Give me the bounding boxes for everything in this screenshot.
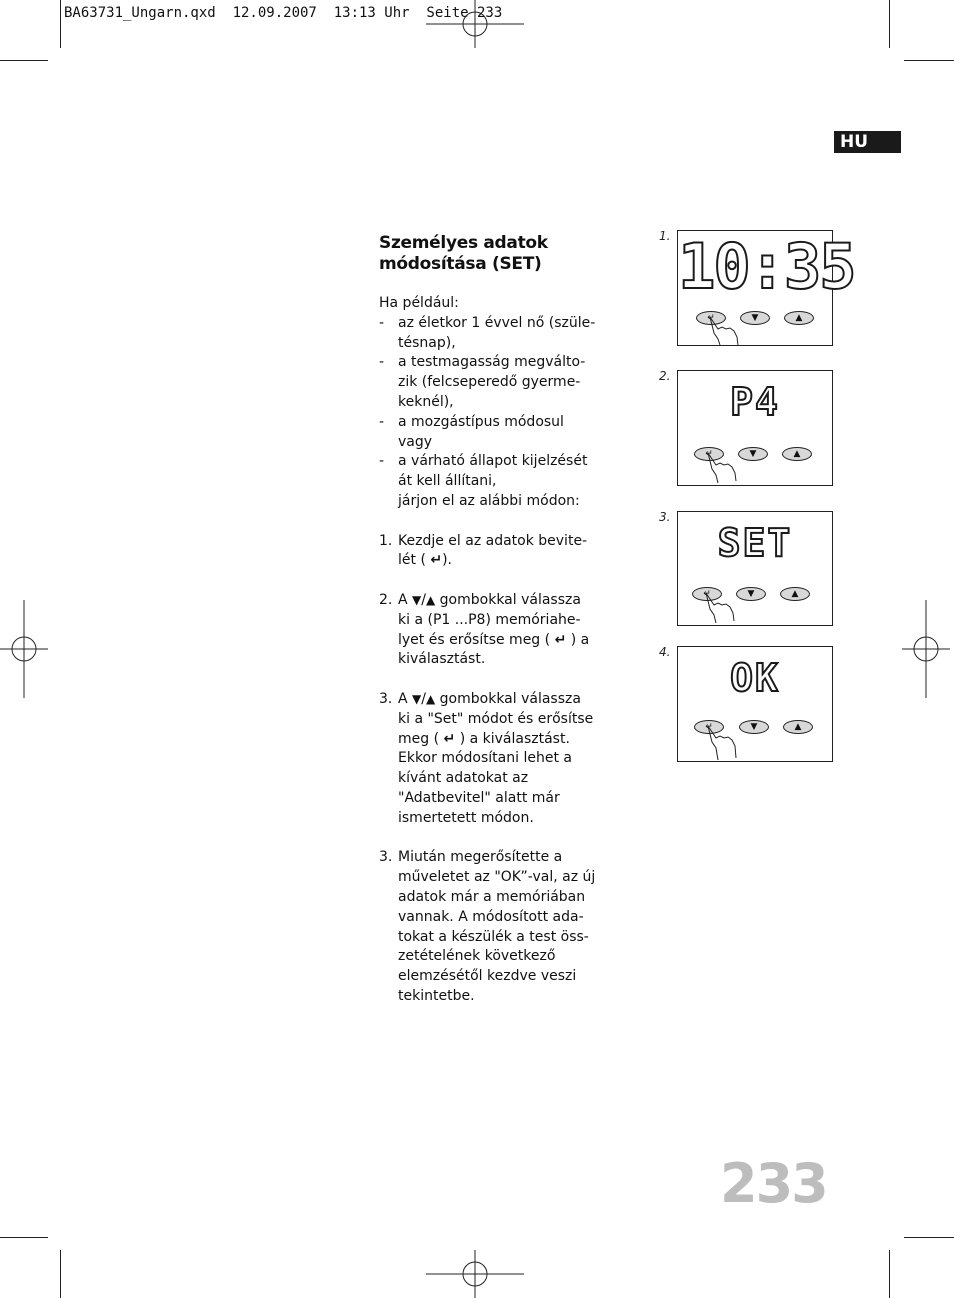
down-arrow-icon: ▼ bbox=[747, 589, 755, 599]
list-item-continued: keknél), bbox=[398, 393, 454, 410]
up-button[interactable] bbox=[782, 447, 812, 461]
step-2-continued: lyet és erősítse meg ( ↵ ) a bbox=[379, 631, 604, 651]
step-4-continued: műveletet az "OK”-val, az új bbox=[398, 869, 596, 886]
list-item-continued: át kell állítani, bbox=[398, 473, 497, 490]
pointing-hand-icon bbox=[700, 591, 740, 625]
display-panel bbox=[677, 646, 833, 762]
up-arrow-icon: ▲ bbox=[425, 592, 436, 607]
up-button[interactable] bbox=[784, 311, 814, 325]
enter-icon: ↵ bbox=[554, 631, 567, 648]
registration-mark-bottom bbox=[426, 1250, 524, 1298]
display-panel bbox=[677, 230, 855, 346]
list-item: - a várható állapot kijelzését bbox=[379, 453, 588, 470]
panel-number: 4. bbox=[659, 645, 671, 659]
step-3-continued: Ekkor módosítani lehet a bbox=[398, 750, 572, 767]
down-button[interactable] bbox=[738, 447, 768, 461]
enter-icon: ↵ bbox=[707, 313, 715, 323]
registration-mark-left bbox=[0, 600, 48, 698]
enter-icon: ↵ bbox=[705, 449, 713, 459]
lcd-display: OK bbox=[730, 656, 780, 700]
step-3-continued: ismertetett módon. bbox=[398, 809, 534, 826]
display-panel bbox=[677, 511, 833, 626]
up-arrow-icon: ▲ bbox=[791, 589, 799, 599]
up-arrow-icon: ▲ bbox=[793, 449, 801, 459]
page-number: 233 bbox=[720, 1152, 827, 1215]
list-item: - a mozgástípus módosul bbox=[379, 413, 564, 430]
list-item-continued: vagy bbox=[398, 433, 433, 450]
down-button[interactable] bbox=[740, 311, 770, 325]
step-4-continued: vannak. A módosított ada- bbox=[398, 908, 584, 925]
down-arrow-icon: ▼ bbox=[412, 592, 422, 607]
up-button[interactable] bbox=[780, 587, 810, 601]
crop-mark bbox=[904, 1237, 954, 1238]
step-1: 1. Kezdje el az adatok bevite- bbox=[379, 532, 588, 549]
step-4-continued: tokat a készülék a test öss- bbox=[398, 928, 589, 945]
button-row bbox=[678, 311, 832, 351]
panel-number: 1. bbox=[659, 229, 671, 243]
lcd-display: SET bbox=[717, 521, 793, 565]
section-title bbox=[379, 233, 609, 275]
up-arrow-icon: ▲ bbox=[795, 313, 803, 323]
step-3-continued: kívánt adatokat az bbox=[398, 770, 529, 787]
enter-icon: ↵ bbox=[443, 730, 456, 747]
down-button[interactable] bbox=[739, 720, 769, 734]
crop-mark bbox=[60, 0, 61, 48]
pointing-hand-icon bbox=[702, 451, 742, 485]
step-1-continued: lét ( ↵). bbox=[379, 551, 604, 571]
registration-mark-right bbox=[902, 600, 950, 698]
intro-text: Ha például: bbox=[379, 295, 459, 311]
enter-icon: ↵ bbox=[430, 552, 443, 569]
step-3-continued: "Adatbevitel" alatt már bbox=[398, 789, 560, 806]
crop-mark bbox=[0, 60, 48, 61]
enter-icon: ↵ bbox=[703, 589, 711, 599]
lcd-display: 10:35 bbox=[678, 230, 855, 303]
step-4-continued: zetételének következő bbox=[398, 948, 556, 965]
language-tab: HU bbox=[834, 131, 901, 153]
crop-mark bbox=[904, 60, 954, 61]
step-4-continued: elemzésétől kezdve veszi bbox=[398, 968, 577, 985]
step-2-continued: ki a (P1 ...P8) memóriahe- bbox=[398, 611, 581, 628]
enter-icon: ↵ bbox=[705, 722, 713, 732]
step-4: 3. Miután megerősítette a bbox=[379, 849, 563, 866]
down-arrow-icon: ▼ bbox=[750, 722, 758, 732]
step-2: 2. A ▼/▲ gombokkal válassza bbox=[379, 591, 581, 608]
up-arrow-icon: ▲ bbox=[794, 722, 802, 732]
step-4-continued: adatok már a memóriában bbox=[398, 888, 586, 905]
section-title-line: Személyes adatok bbox=[379, 233, 548, 253]
button-row bbox=[678, 587, 832, 627]
step-4-continued: tekintetbe. bbox=[398, 987, 475, 1004]
step-3-continued: ki a "Set" módot és erősítse bbox=[398, 710, 594, 727]
section-title-line: módosítása (SET) bbox=[379, 254, 542, 274]
registration-mark-top bbox=[426, 0, 524, 48]
crop-mark bbox=[0, 1237, 48, 1238]
up-button[interactable] bbox=[783, 720, 813, 734]
pointing-hand-icon bbox=[702, 724, 742, 762]
display-panel bbox=[677, 370, 833, 486]
button-row bbox=[678, 720, 832, 760]
print-header: BA63731_Ungarn.qxd 12.09.2007 13:13 Uhr Seite 233 bbox=[64, 5, 503, 21]
instructions bbox=[379, 294, 604, 1007]
up-arrow-icon: ▲ bbox=[425, 691, 436, 706]
list-item-continued: zik (felcseperedő gyerme- bbox=[398, 374, 581, 391]
down-arrow-icon: ▼ bbox=[751, 313, 759, 323]
down-button[interactable] bbox=[736, 587, 766, 601]
panel-number: 2. bbox=[659, 369, 671, 383]
button-row bbox=[678, 447, 832, 487]
step-3: 3. A ▼/▲ gombokkal válassza bbox=[379, 690, 581, 707]
down-arrow-icon: ▼ bbox=[412, 691, 422, 706]
crop-mark bbox=[60, 1250, 61, 1298]
list-item: - a testmagasság megválto- bbox=[379, 354, 586, 371]
panel-number: 3. bbox=[659, 510, 671, 524]
down-arrow-icon: ▼ bbox=[749, 449, 757, 459]
crop-mark bbox=[889, 1250, 890, 1298]
step-2-continued: kiválasztást. bbox=[398, 651, 486, 668]
list-item-continued: járjon el az alábbi módon: bbox=[398, 492, 580, 509]
lcd-display: P4 bbox=[730, 380, 780, 424]
crop-mark bbox=[889, 0, 890, 48]
list-item-continued: tésnap), bbox=[398, 334, 456, 351]
pointing-hand-icon bbox=[704, 315, 744, 347]
list-item: - az életkor 1 évvel nő (szüle- bbox=[379, 314, 596, 331]
step-3-continued: meg ( ↵ ) a kiválasztást. bbox=[379, 730, 604, 750]
